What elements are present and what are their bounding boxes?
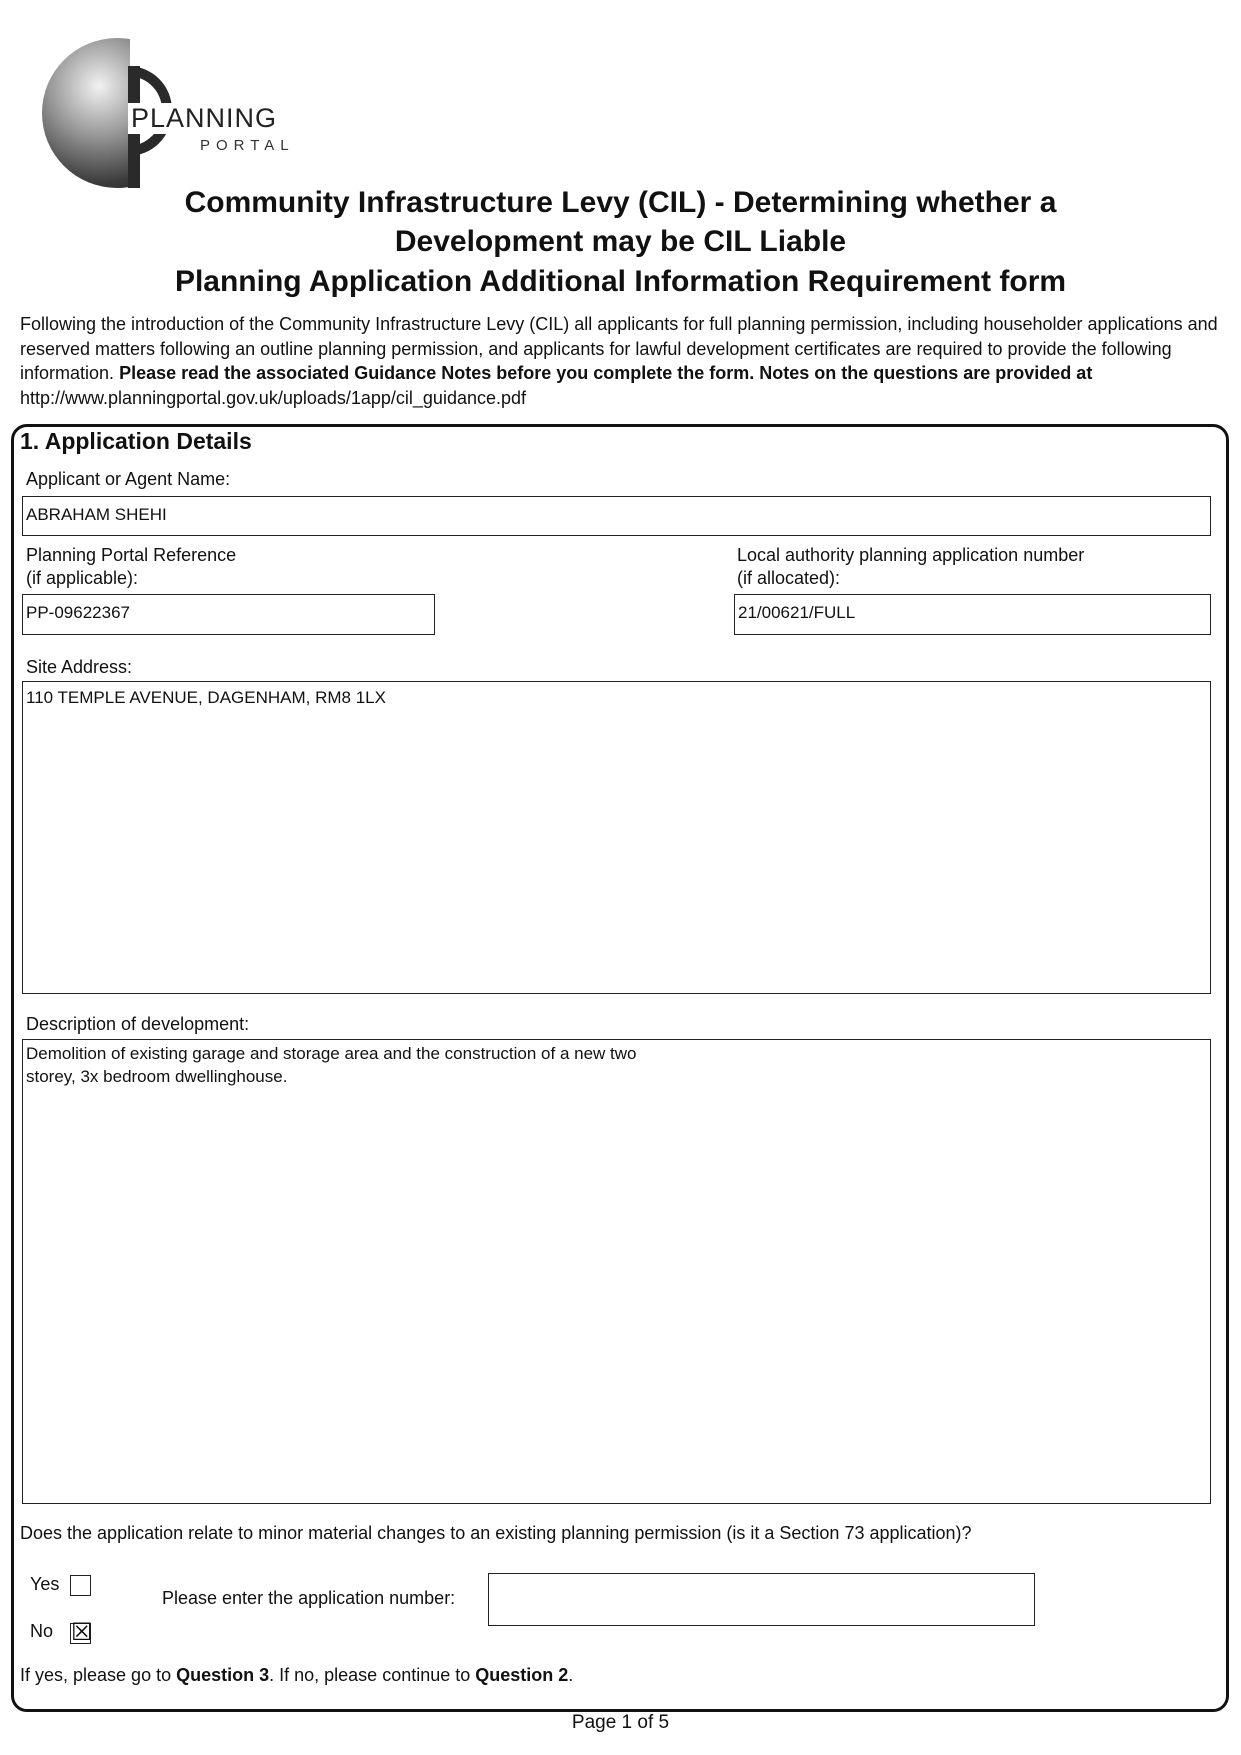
applicant-name-value: ABRAHAM SHEHI <box>26 505 167 524</box>
no-label: No <box>30 1621 54 1641</box>
title-line-3: Planning Application Additional Information Requirement form <box>174 265 1067 298</box>
app-number-value <box>489 1574 1034 1580</box>
description-value: Demolition of existing garage and storage area and the construction of a new two storey, 3x bedroom dwellinghouse. <box>26 1044 637 1086</box>
no-checkbox[interactable]: ☒ <box>71 1619 93 1646</box>
site-address-label: Site Address: <box>26 657 133 677</box>
planning-portal-logo <box>32 16 322 181</box>
la-number-field[interactable] <box>734 594 1211 635</box>
site-address-value: 110 TEMPLE AVENUE, DAGENHAM, RM8 1LX <box>26 688 386 707</box>
title-line-2: Development may be CIL Liable <box>394 225 847 258</box>
question-3-ref: Question 3 <box>176 1665 270 1685</box>
title-line-1: Community Infrastructure Levy (CIL) - Determining whether a <box>184 186 1057 219</box>
app-number-label: Please enter the application number: <box>162 1588 456 1608</box>
page-number: Page 1 of 5 <box>571 1712 670 1733</box>
la-number-label: Local authority planning application number (if allocated): <box>737 545 1085 588</box>
pp-reference-label: Planning Portal Reference (if applicable): <box>26 545 237 588</box>
applicant-name-field[interactable] <box>22 496 1211 536</box>
section-73-question: Does the application relate to minor material changes to an existing planning permission (is it a Section 73 application)? <box>20 1523 972 1543</box>
logo-word-portal: PORTAL <box>200 137 295 154</box>
applicant-label: Applicant or Agent Name: <box>26 469 231 489</box>
intro-paragraph <box>20 312 1220 410</box>
la-number-value: 21/00621/FULL <box>738 603 856 622</box>
description-field[interactable] <box>22 1039 1211 1504</box>
logo-word-planning: PLANNING <box>128 103 280 134</box>
intro-text: Following the introduction of the Community Infrastructure Levy (CIL) all applicants for full planning permission, including householder applications and reserved matters following an outline planning permission, and applicants for lawful development certificates are required to provide the following information. <box>20 314 1218 383</box>
intro-guidance-note: Please read the associated Guidance Notes before you complete the form. Notes on the questions are provided at <box>119 363 1093 383</box>
pp-reference-field[interactable] <box>22 594 435 635</box>
pp-reference-value: PP-09622367 <box>26 603 130 622</box>
question-2-ref: Question 2 <box>475 1665 569 1685</box>
yes-label: Yes <box>30 1574 60 1594</box>
site-address-field[interactable] <box>22 681 1211 994</box>
description-label: Description of development: <box>26 1014 250 1034</box>
app-number-field[interactable] <box>488 1573 1035 1626</box>
guidance-url-link[interactable]: http://www.planningportal.gov.uk/uploads/1app/cil_guidance.pdf <box>20 387 527 408</box>
yes-checkbox[interactable] <box>70 1575 91 1596</box>
section-heading: 1. Application Details <box>20 428 252 454</box>
routing-note: If yes, please go to Question 3. If no, please continue to Question 2. <box>20 1665 574 1685</box>
